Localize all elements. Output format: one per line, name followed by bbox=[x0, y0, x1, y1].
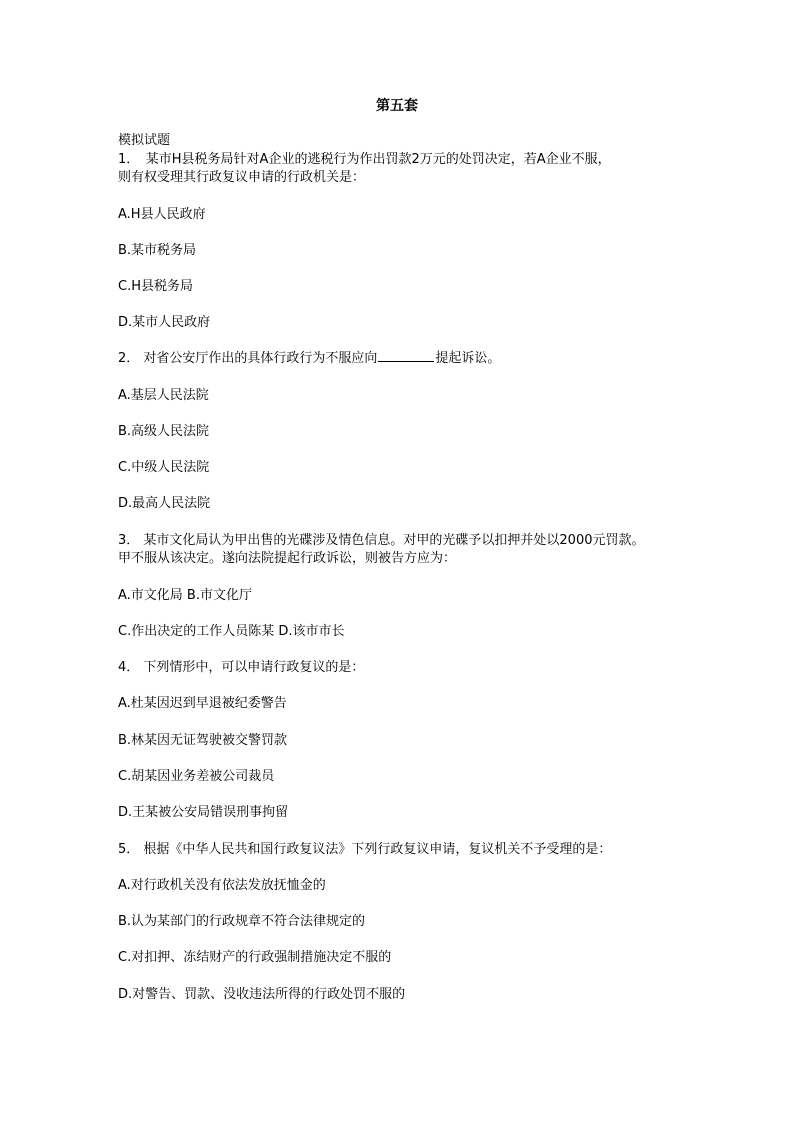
question-3-stem-line1: 3． 某市文化局认为甲出售的光碟涉及情色信息。对甲的光碟予以扣押并处以2000元罚款。 bbox=[118, 533, 645, 548]
question-5-option-c: C.对扣押、冻结财产的行政强制措施决定不服的 bbox=[118, 950, 392, 965]
question-1-option-b: B.某市税务局 bbox=[118, 243, 197, 258]
question-4-stem: 4． 下列情形中，可以申请行政复议的是： bbox=[118, 660, 365, 675]
question-3-option-ab: A.市文化局 B.市文化厅 bbox=[118, 588, 252, 603]
section-intro: 模拟试题 bbox=[118, 133, 171, 148]
question-1-option-a: A.H县人民政府 bbox=[118, 207, 206, 222]
question-5-option-a: A.对行政机关没有依法发放抚恤金的 bbox=[118, 878, 326, 893]
question-2-option-b: B.高级人民法院 bbox=[118, 424, 210, 439]
question-5-option-b: B.认为某部门的行政规章不符合法律规定的 bbox=[118, 914, 366, 929]
question-4-option-c: C.胡某因业务差被公司裁员 bbox=[118, 769, 275, 784]
question-2-stem-after: 提起诉讼。 bbox=[435, 351, 501, 366]
question-1-option-d: D.某市人民政府 bbox=[118, 315, 211, 330]
question-2-option-d: D.最高人民法院 bbox=[118, 496, 211, 511]
page-title: 第五套 bbox=[376, 98, 418, 114]
question-2-stem-before: 2． 对省公安厅作出的具体行政行为不服应向 bbox=[118, 351, 378, 366]
question-1-stem-line2: 则有权受理其行政复议申请的行政机关是： bbox=[118, 170, 366, 185]
question-2-option-a: A.基层人民法院 bbox=[118, 388, 209, 403]
question-4-option-d: D.王某被公安局错误刑事拘留 bbox=[118, 805, 289, 820]
question-1-stem-line1: 1． 某市H县税务局针对A企业的逃税行为作出罚款2万元的处罚决定，若A企业不服， bbox=[118, 152, 611, 167]
question-3-option-cd: C.作出决定的工作人员陈某 D.该市市长 bbox=[118, 624, 345, 639]
question-2-stem bbox=[118, 349, 678, 368]
question-5-option-d: D.对警告、罚款、没收违法所得的行政处罚不服的 bbox=[118, 987, 406, 1002]
question-2-option-c: C.中级人民法院 bbox=[118, 460, 210, 475]
answer-blank bbox=[378, 349, 434, 362]
question-1-option-c: C.H县税务局 bbox=[118, 279, 193, 294]
question-4-option-b: B.林某因无证驾驶被交警罚款 bbox=[118, 733, 288, 748]
question-3-stem-line2: 甲不服从该决定。遂向法院提起行政诉讼，则被告方应为： bbox=[118, 551, 457, 566]
question-4-option-a: A.杜某因迟到早退被纪委警告 bbox=[118, 696, 287, 711]
question-5-stem: 5． 根据《中华人民共和国行政复议法》下列行政复议申请，复议机关不予受理的是： bbox=[118, 842, 612, 857]
